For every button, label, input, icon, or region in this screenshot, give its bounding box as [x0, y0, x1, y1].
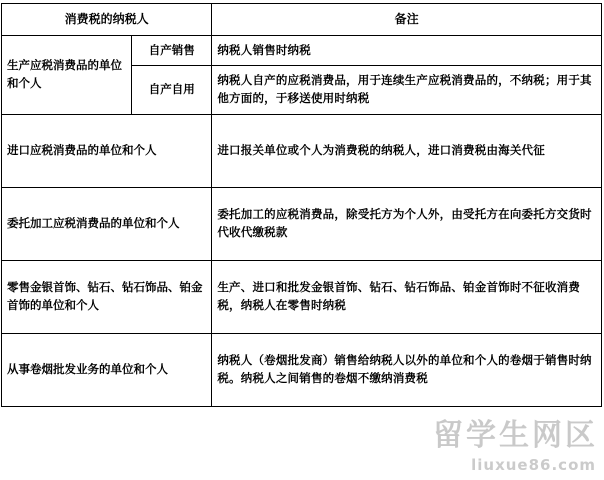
cell-subtype-self-use: 自产自用	[132, 66, 212, 115]
table-row	[2, 261, 602, 334]
cell-subtype-self-sale: 自产销售	[132, 35, 212, 66]
table-row	[2, 334, 602, 407]
watermark-sub: liuxue86.com	[471, 456, 596, 474]
table-header-row	[2, 4, 602, 36]
table-row	[2, 188, 602, 261]
cell-note-entrusted: 委托加工的应税消费品，除受托方为个人外，由受托方在向委托方交货时代收代缴税款	[212, 188, 602, 261]
cell-taxpayer-jewelry-retail: 零售金银首饰、钻石、钻石饰品、铂金首饰的单位和个人	[2, 261, 212, 334]
cell-taxpayer-cigarette-wholesale: 从事卷烟批发业务的单位和个人	[2, 334, 212, 407]
table-row	[2, 115, 602, 188]
header-cell-note: 备注	[212, 4, 602, 36]
cell-note-jewelry-retail: 生产、进口和批发金银首饰、钻石、钻石饰品、铂金首饰时不征收消费税，纳税人在零售时纳税	[212, 261, 602, 334]
cell-note-self-use: 纳税人自产的应税消费品，用于连续生产应税消费品的，不纳税；用于其他方面的，于移送使用时纳税	[212, 66, 602, 115]
consumption-tax-table	[1, 3, 602, 407]
cell-note-import: 进口报关单位或个人为消费税的纳税人，进口消费税由海关代征	[212, 115, 602, 188]
cell-taxpayer-production: 生产应税消费品的单位和个人	[2, 35, 132, 114]
cell-taxpayer-entrusted: 委托加工应税消费品的单位和个人	[2, 188, 212, 261]
header-cell-taxpayer: 消费税的纳税人	[2, 4, 212, 36]
table-row	[2, 35, 602, 66]
cell-note-self-sale: 纳税人销售时纳税	[212, 35, 602, 66]
watermark-main: 留学生网区	[433, 418, 598, 453]
cell-taxpayer-import: 进口应税消费品的单位和个人	[2, 115, 212, 188]
cell-note-cigarette-wholesale: 纳税人（卷烟批发商）销售给纳税人以外的单位和个人的卷烟于销售时纳税。纳税人之间销售的卷烟不缴纳消费税	[212, 334, 602, 407]
